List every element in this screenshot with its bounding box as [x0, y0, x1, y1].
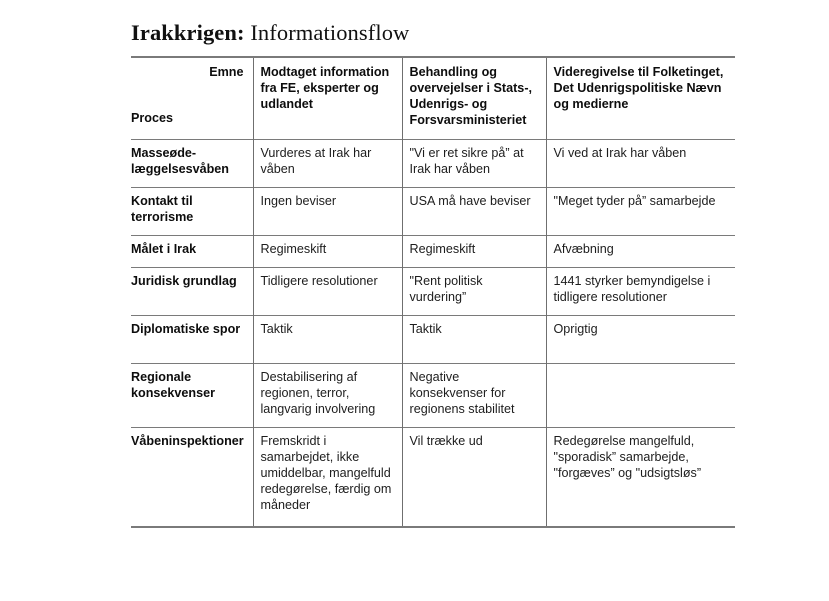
cell-modtaget-1: Ingen beviser — [253, 187, 402, 235]
cell-behandling-0: "Vi er ret sikre på” at Irak har våben — [402, 139, 546, 187]
row-label-diplomatiske-spor: Diplomatiske spor — [131, 315, 253, 363]
table-row — [131, 267, 735, 315]
row-label-kontakt-til-terrorisme: Kontakt til terrorisme — [131, 187, 253, 235]
cell-videregivelse-4: Oprigtig — [546, 315, 735, 363]
table-row — [131, 187, 735, 235]
cell-behandling-1: USA må have beviser — [402, 187, 546, 235]
row-label-vaabeninspektioner: Våbeninspektioner — [131, 427, 253, 527]
cell-modtaget-0: Vurderes at Irak har våben — [253, 139, 402, 187]
table-row — [131, 235, 735, 267]
table-row — [131, 315, 735, 363]
cell-modtaget-2: Regimeskift — [253, 235, 402, 267]
cell-modtaget-6: Fremskridt i samarbejdet, ikke umiddelbar, mangelfuld redegørelse, færdig om måneder — [253, 427, 402, 527]
cell-behandling-2: Regimeskift — [402, 235, 546, 267]
cell-videregivelse-3: 1441 styrker bemyndigelse i tidligere resolutioner — [546, 267, 735, 315]
header-cell-modtaget-information: Modtaget information fra FE, eksperter og udlandet — [253, 57, 402, 139]
row-label-regionale-konsekvenser: Regionale konsekvenser — [131, 363, 253, 427]
row-label-maalet-i-irak: Målet i Irak — [131, 235, 253, 267]
header-cell-videregivelse: Videregivelse til Folketinget, Det Udenrigspolitiske Nævn og medierne — [546, 57, 735, 139]
page-title — [131, 20, 409, 46]
table-body — [131, 57, 735, 527]
header-label-emne: Emne — [209, 65, 244, 79]
table-row — [131, 139, 735, 187]
cell-modtaget-3: Tidligere resolutioner — [253, 267, 402, 315]
cell-behandling-3: "Rent politisk vurdering” — [402, 267, 546, 315]
cell-modtaget-5: Destabilisering af regionen, terror, langvarig involvering — [253, 363, 402, 427]
cell-videregivelse-1: "Meget tyder på” samarbejde — [546, 187, 735, 235]
page-title-bold: Irakkrigen: — [131, 20, 245, 45]
table-row — [131, 363, 735, 427]
cell-behandling-6: Vil trække ud — [402, 427, 546, 527]
table-row — [131, 427, 735, 527]
information-flow-table — [131, 56, 735, 528]
cell-modtaget-4: Taktik — [253, 315, 402, 363]
row-label-masseoedelaeggelsesvaaben: Masseødelæggelsesvåben — [131, 139, 253, 187]
header-cell-behandling: Behandling og overvejelser i Stats-, Udenrigs- og Forsvarsministeriet — [402, 57, 546, 139]
information-flow-table-wrapper — [131, 56, 735, 528]
page-title-regular: Informationsflow — [244, 20, 410, 45]
header-cell-proces — [131, 57, 253, 139]
header-label-proces: Proces — [131, 110, 174, 125]
cell-videregivelse-5 — [546, 363, 735, 427]
cell-behandling-4: Taktik — [402, 315, 546, 363]
cell-videregivelse-0: Vi ved at Irak har våben — [546, 139, 735, 187]
cell-behandling-5: Negative konsekvenser for regionens stabilitet — [402, 363, 546, 427]
cell-videregivelse-2: Afvæbning — [546, 235, 735, 267]
cell-videregivelse-6: Redegørelse mangelfuld, "sporadisk” samarbejde, "forgæves” og "udsigtsløs” — [546, 427, 735, 527]
row-label-juridisk-grundlag: Juridisk grundlag — [131, 267, 253, 315]
table-header-row — [131, 57, 735, 139]
